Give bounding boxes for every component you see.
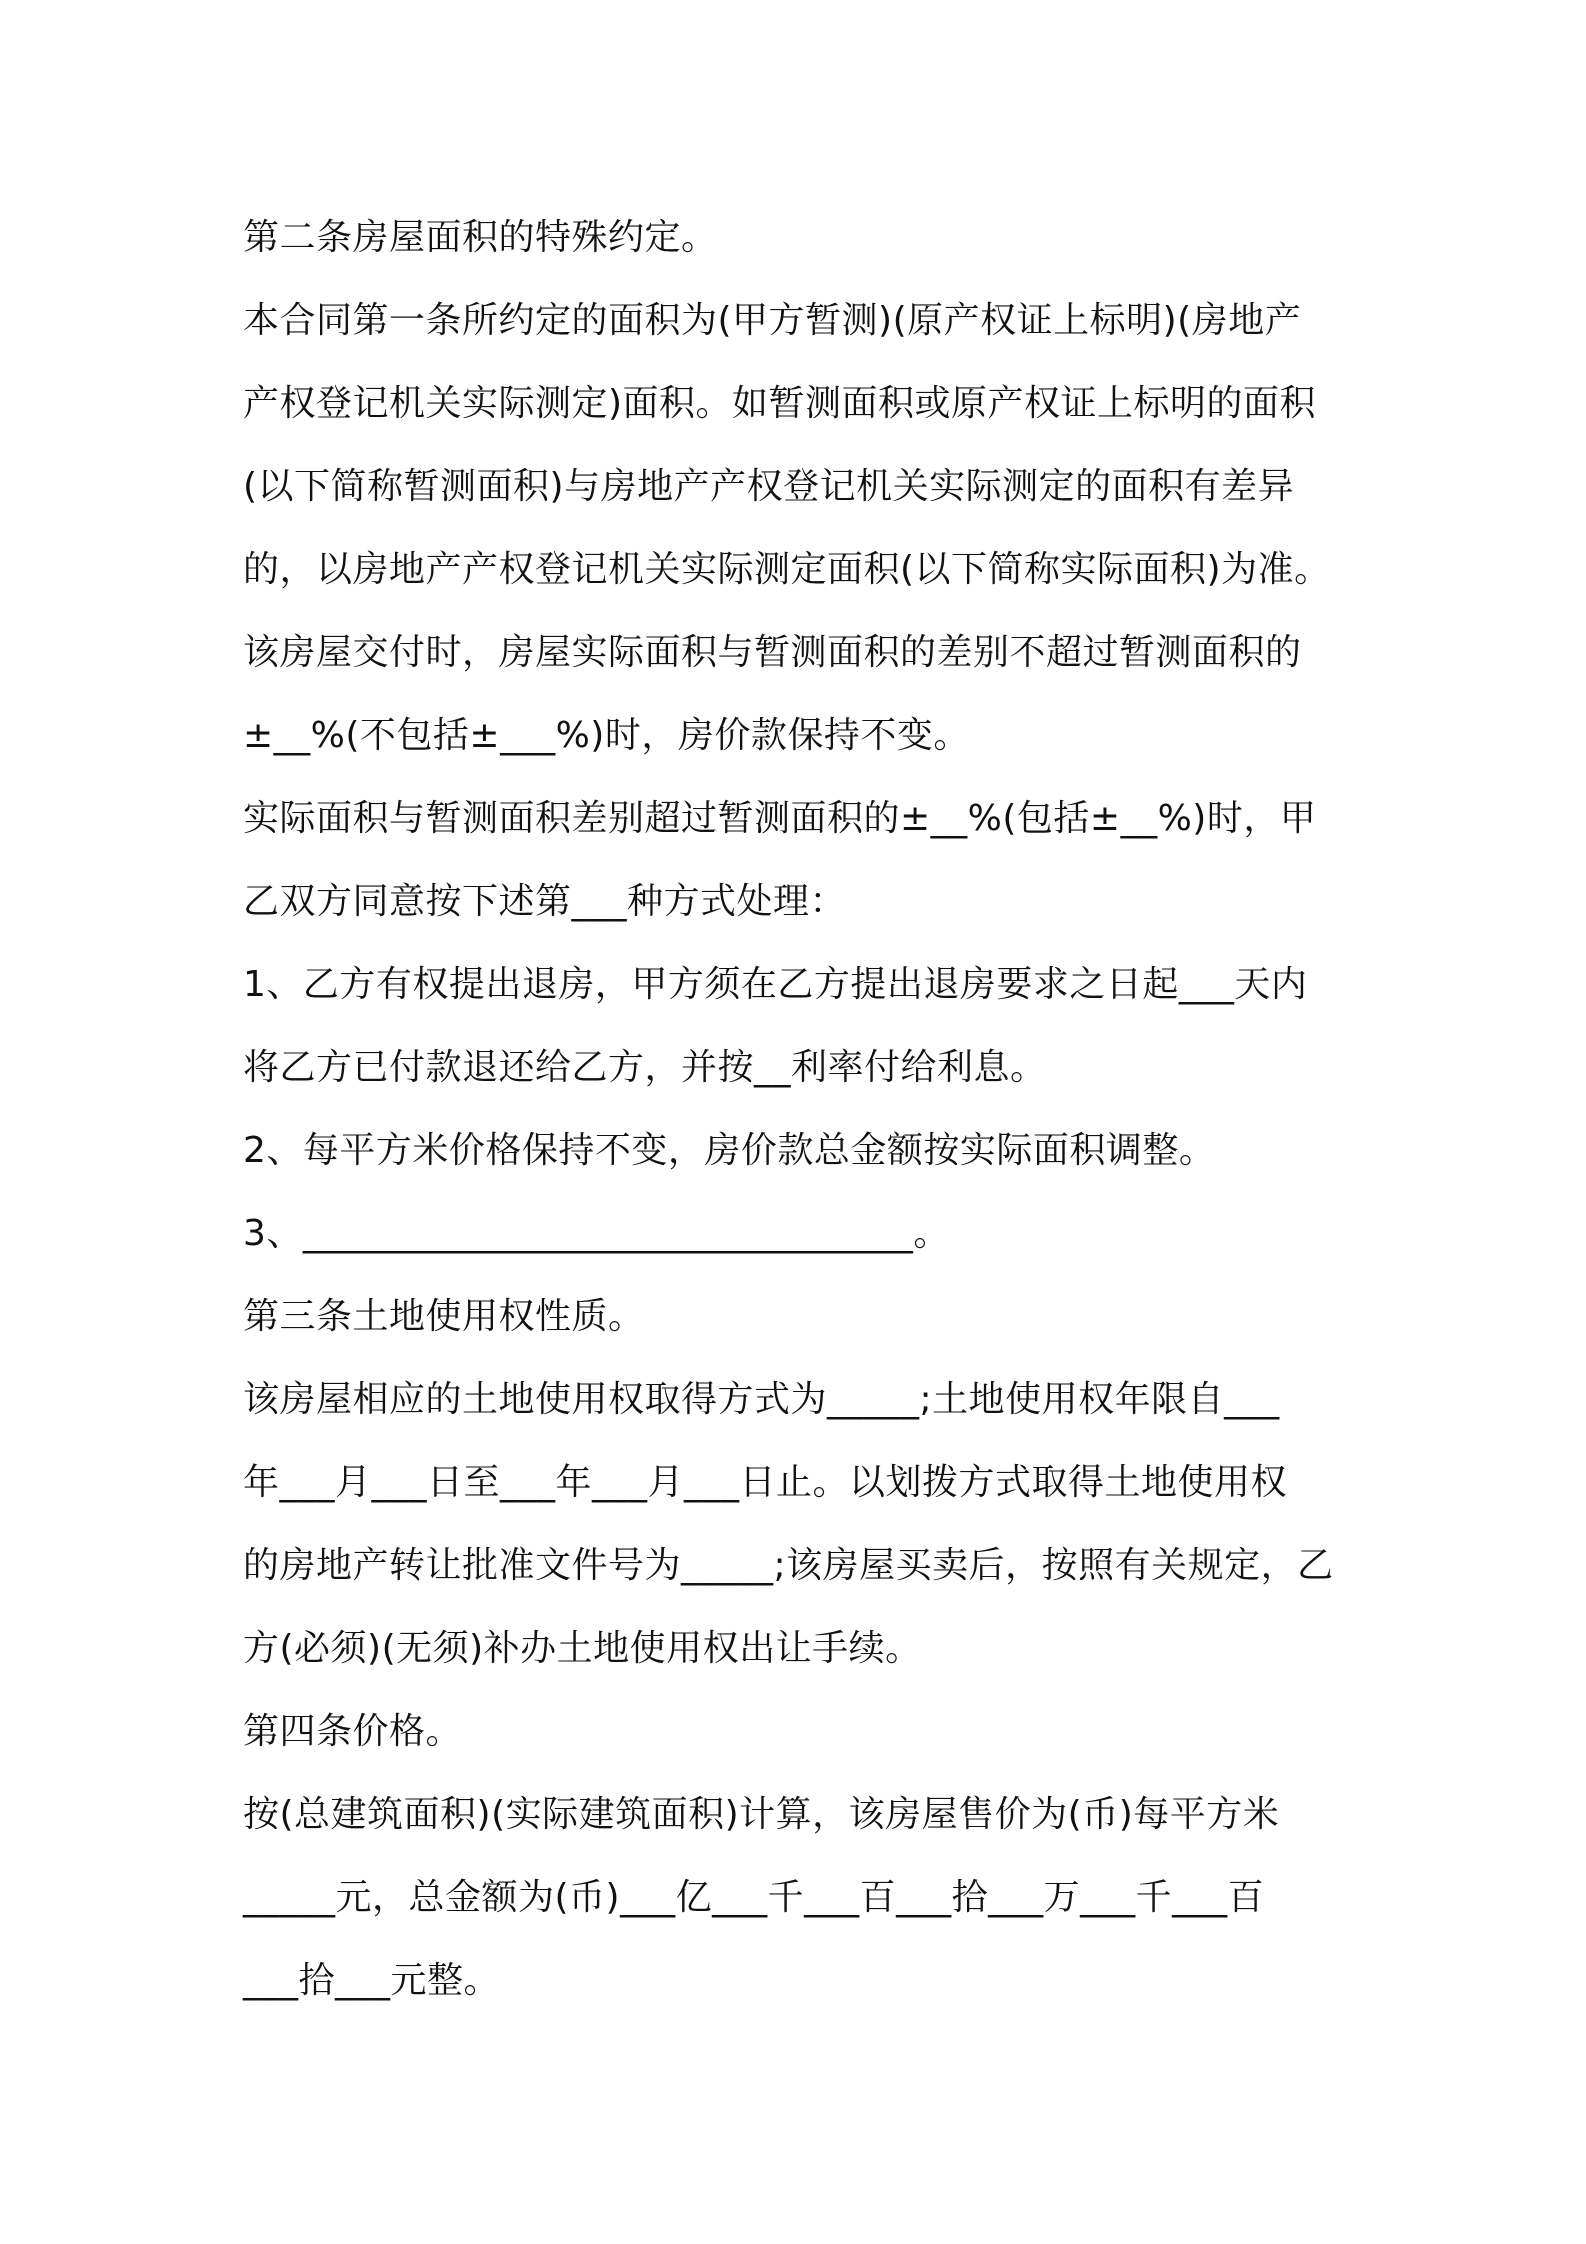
section-heading-article-3: 第三条土地使用权性质。 xyxy=(243,1296,645,1337)
list-item-3: 3、_________________________________。 xyxy=(243,1213,950,1254)
paragraph-line: 本合同第一条所约定的面积为(甲方暂测)(原产权证上标明)(房地产 xyxy=(243,300,1302,341)
paragraph-line: 的房地产转让批准文件号为_____;该房屋买卖后，按照有关规定，乙 xyxy=(243,1545,1334,1586)
paragraph-line: _____元，总金额为(币)___亿___千___百___拾___万___千___百 xyxy=(243,1877,1265,1918)
list-item-1: 1、乙方有权提出退房，甲方须在乙方提出退房要求之日起___天内 xyxy=(243,964,1308,1005)
paragraph-line: (以下简称暂测面积)与房地产产权登记机关实际测定的面积有差异 xyxy=(243,466,1295,507)
paragraph-line: 按(总建筑面积)(实际建筑面积)计算，该房屋售价为(币)每平方米 xyxy=(243,1794,1280,1835)
paragraph-line: 的，以房地产产权登记机关实际测定面积(以下简称实际面积)为准。 xyxy=(243,549,1331,590)
paragraph-line: 乙双方同意按下述第___种方式处理： xyxy=(243,881,847,922)
list-item-1-continued: 将乙方已付款退还给乙方，并按__利率付给利息。 xyxy=(243,1047,1047,1088)
document-body xyxy=(243,196,1363,2022)
paragraph-line: 该房屋相应的土地使用权取得方式为_____;土地使用权年限自___ xyxy=(243,1379,1280,1420)
paragraph-line: ±__%(不包括±___%)时，房价款保持不变。 xyxy=(243,715,970,756)
paragraph-line: 年___月___日至___年___月___日止。以划拨方式取得土地使用权 xyxy=(243,1462,1288,1503)
paragraph-line: ___拾___元整。 xyxy=(243,1960,501,2001)
list-item-2: 2、每平方米价格保持不变，房价款总金额按实际面积调整。 xyxy=(243,1130,1216,1171)
paragraph-line: 产权登记机关实际测定)面积。如暂测面积或原产权证上标明的面积 xyxy=(243,383,1317,424)
section-heading-article-2: 第二条房屋面积的特殊约定。 xyxy=(243,217,718,258)
paragraph-line: 方(必须)(无须)补办土地使用权出让手续。 xyxy=(243,1628,922,1669)
section-heading-article-4: 第四条价格。 xyxy=(243,1711,463,1752)
paragraph-line: 实际面积与暂测面积差别超过暂测面积的±__%(包括±__%)时，甲 xyxy=(243,798,1317,839)
paragraph-line: 该房屋交付时，房屋实际面积与暂测面积的差别不超过暂测面积的 xyxy=(243,632,1302,673)
